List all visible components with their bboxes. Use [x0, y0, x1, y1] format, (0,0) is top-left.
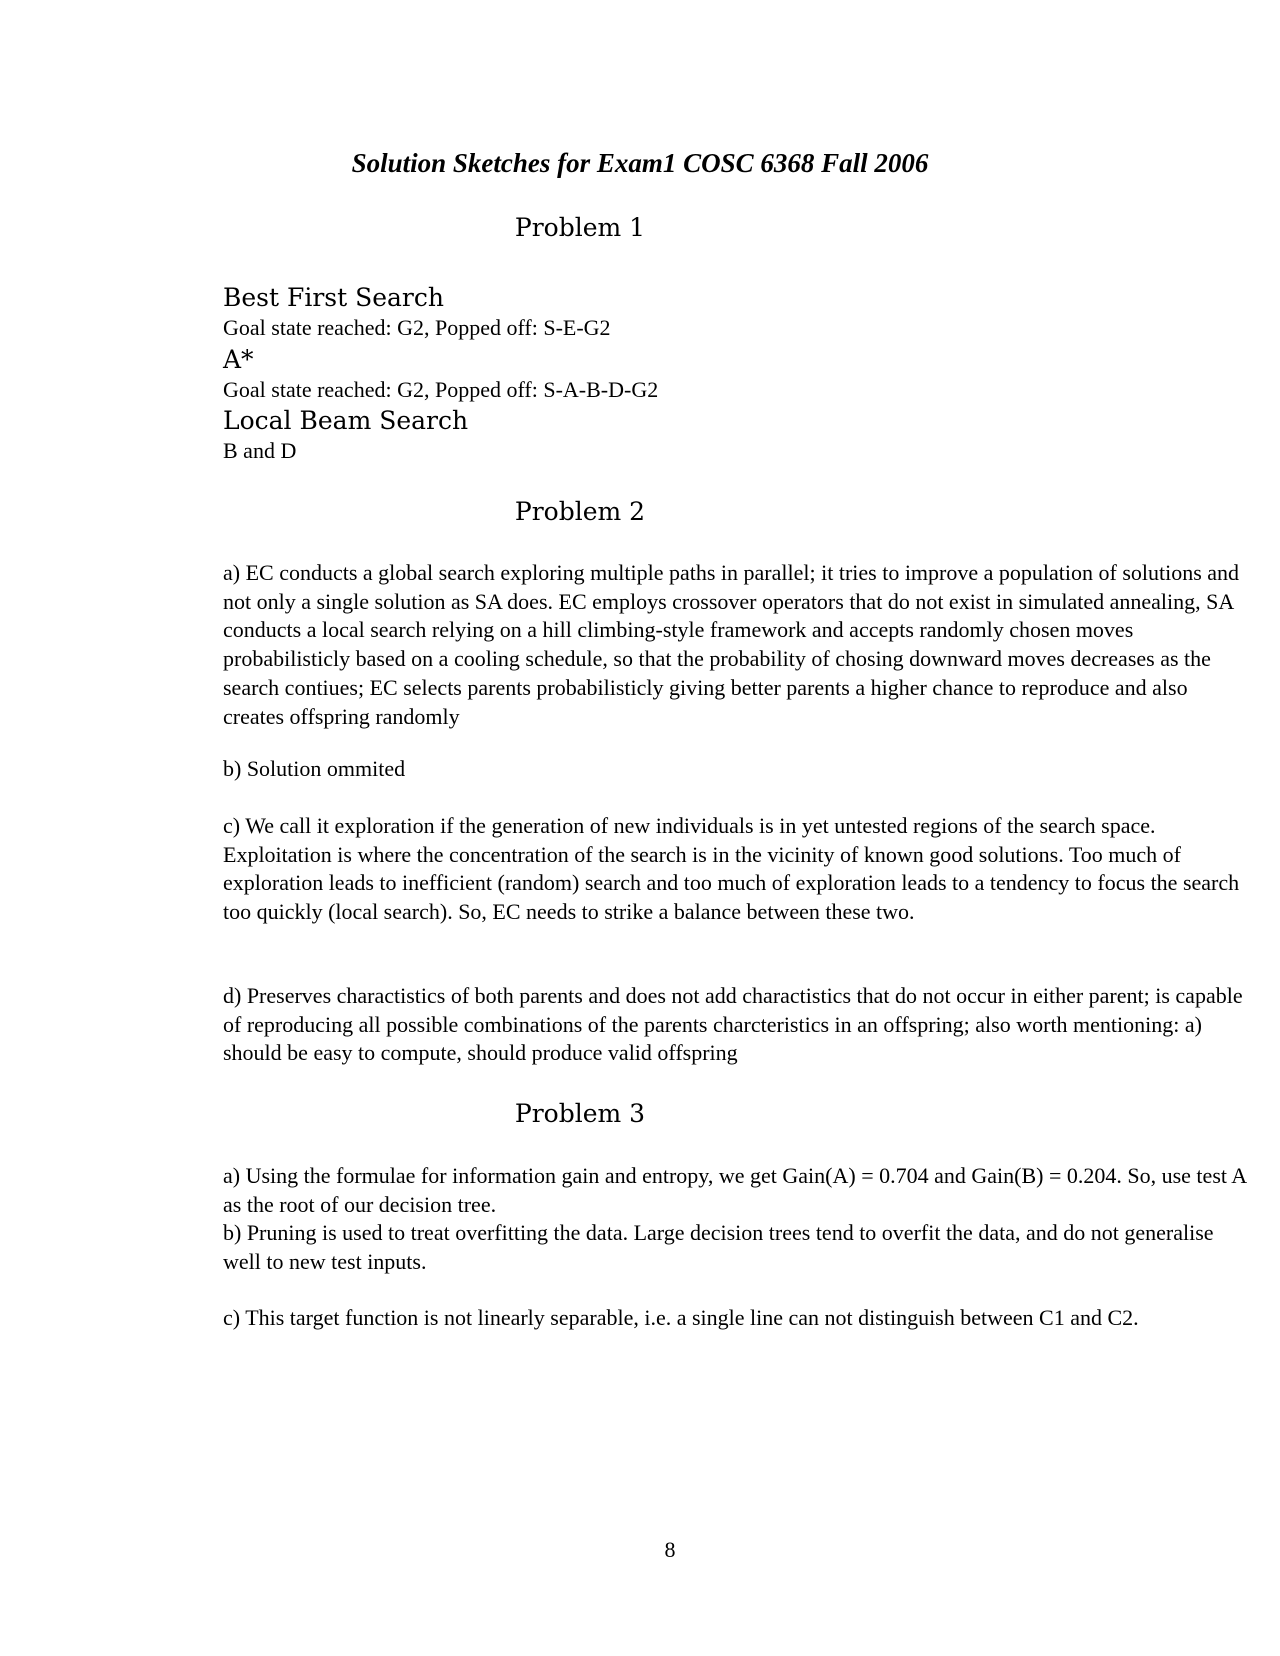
problem-2-answer-b: b) Solution ommited	[223, 756, 406, 781]
local-beam-search-result: B and D	[223, 438, 297, 463]
problem-3-answer-a: a) Using the formulae for information gain and entropy, we get Gain(A) = 0.704 and Gain(B) = 0.204. So, use test A as the root of our decision tree.	[223, 1163, 1246, 1217]
best-first-search-label: Best First Search	[223, 283, 444, 312]
astar-label: A*	[223, 345, 254, 374]
problem-2-answer-c: c) We call it exploration if the generation of new individuals is in yet untested regions of the search space. Exploitation is where the concentration of the search is in the vicinity of known good solutions. Too much of exploration leads to inefficient (random) search and too much of exploration leads to a tendency to focus the search too quickly (local search). So, EC needs to strike a balance between these two.	[223, 813, 1240, 925]
problem-2-heading: Problem 2	[514, 497, 646, 526]
problem-3-answer-b: b) Pruning is used to treat overfitting the data. Large decision trees tend to overfit the data, and do not generalise well to new test inputs.	[223, 1220, 1214, 1274]
problem-3-heading: Problem 3	[514, 1099, 646, 1128]
local-beam-search-label: Local Beam Search	[223, 406, 469, 435]
problem-2-answer-d: d) Preserves charactistics of both parents and does not add charactistics that do not occur in either parent; is capable of reproducing all possible combinations of the parents charcteristics in an offspring; also worth mentioning: a) should be easy to compute, should produce valid offspring	[223, 983, 1243, 1066]
best-first-search-result: Goal state reached: G2, Popped off: S-E-G2	[223, 315, 611, 340]
problem-3-answer-c: c) This target function is not linearly separable, i.e. a single line can not distinguish between C1 and C2.	[223, 1305, 1139, 1330]
page-number: 8	[664, 1537, 676, 1562]
document-title: Solution Sketches for Exam1 COSC 6368 Fall 2006	[351, 148, 929, 178]
astar-result: Goal state reached: G2, Popped off: S-A-B-D-G2	[223, 377, 659, 402]
problem-1-heading: Problem 1	[514, 213, 646, 242]
problem-2-answer-a: a) EC conducts a global search exploring multiple paths in parallel; it tries to improve a population of solutions and not only a single solution as SA does. EC employs crossover operators that do not exist in simulated annealing, SA conducts a local search relying on a hill climbing-style framework and accepts randomly chosen moves probabilisticly based on a cooling schedule, so that the probability of chosing downward moves decreases as the search contiues; EC selects parents probabilisticly giving better parents a higher chance to reproduce and also creates offspring randomly	[223, 560, 1240, 729]
